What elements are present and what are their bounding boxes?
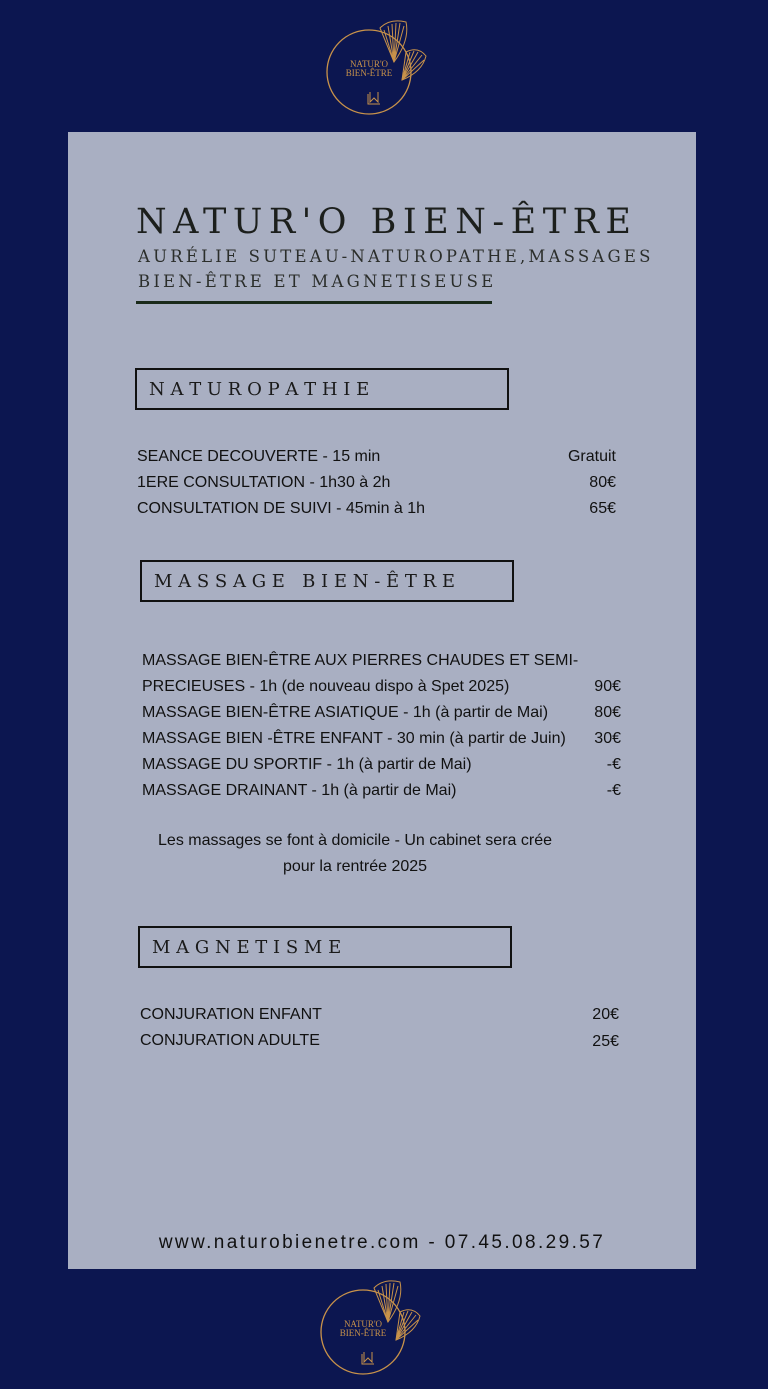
list-item: 1ERE CONSULTATION - 1h30 à 2h (137, 474, 391, 491)
list-item: MASSAGE DRAINANT - 1h (à partir de Mai) (142, 782, 457, 799)
logo-line2: BIEN-ÊTRE (339, 1328, 387, 1338)
list-item: MASSAGE BIEN-ÊTRE AUX PIERRES CHAUDES ET SEMI- (142, 652, 579, 669)
massage-note (140, 828, 570, 880)
list-item: SEANCE DECOUVERTE - 15 min (137, 448, 381, 465)
list-item-price: -€ (606, 782, 621, 799)
page-title: NATUR'O BIEN-ÊTRE (136, 202, 638, 242)
logo (324, 14, 444, 124)
title-underline (136, 301, 492, 304)
footer-contact: www.naturobienetre.com - 07.45.08.29.57 (158, 1232, 606, 1253)
list-item-price: 30€ (594, 730, 621, 747)
list-item: MASSAGE DU SPORTIF - 1h (à partir de Mai) (142, 756, 472, 773)
logo-line1: NATUR'O (343, 1319, 383, 1329)
list-item-price: 80€ (594, 704, 621, 721)
list-item: MASSAGE BIEN -ÊTRE ENFANT - 30 min (à partir de Juin) (142, 730, 566, 747)
section-heading-label: N A T U R O P A T H I E (149, 378, 370, 400)
list-item-price: 80€ (589, 474, 616, 491)
logo-line2: BIEN-ÊTRE (345, 68, 393, 78)
subtitle-line2: BIEN-ÊTRE ET MAGNETISEUSE (138, 272, 497, 291)
section-heading-label: M A G N E T I S M E (152, 936, 342, 958)
logo-text (333, 1320, 393, 1338)
subtitle-line1: AURÉLIE SUTEAU-NATUROPATHE,MASSAGES (138, 247, 654, 266)
list-item-price: Gratuit (567, 448, 616, 465)
list-item-price: 20€ (592, 1006, 619, 1023)
page-subtitle (138, 244, 678, 294)
list-item: MASSAGE BIEN-ÊTRE ASIATIQUE - 1h (à partir de Mai) (142, 704, 549, 721)
list-item-price: 90€ (594, 678, 621, 695)
section-heading-naturopathie (135, 368, 509, 410)
list-item: CONJURATION ENFANT (140, 1006, 322, 1023)
list-item: CONJURATION ADULTE (140, 1032, 320, 1049)
section-heading-massage (140, 560, 514, 602)
list-item: PRECIEUSES - 1h (de nouveau dispo à Spet 2025) (142, 678, 510, 695)
note-line2: pour la rentrée 2025 (282, 858, 428, 875)
list-item-price: 25€ (592, 1033, 619, 1050)
list-item-price: -€ (606, 756, 621, 773)
logo-line1: NATUR'O (349, 59, 389, 69)
logo-text (339, 60, 399, 78)
logo-bottom (318, 1274, 438, 1384)
list-item-price: 65€ (589, 500, 616, 517)
section-heading-label: M A S S A G E B I E N - Ê T R E (154, 570, 456, 592)
note-line1: Les massages se font à domicile - Un cabinet sera crée (158, 832, 552, 849)
section-heading-magnetisme (138, 926, 512, 968)
list-item: CONSULTATION DE SUIVI - 45min à 1h (137, 500, 426, 517)
